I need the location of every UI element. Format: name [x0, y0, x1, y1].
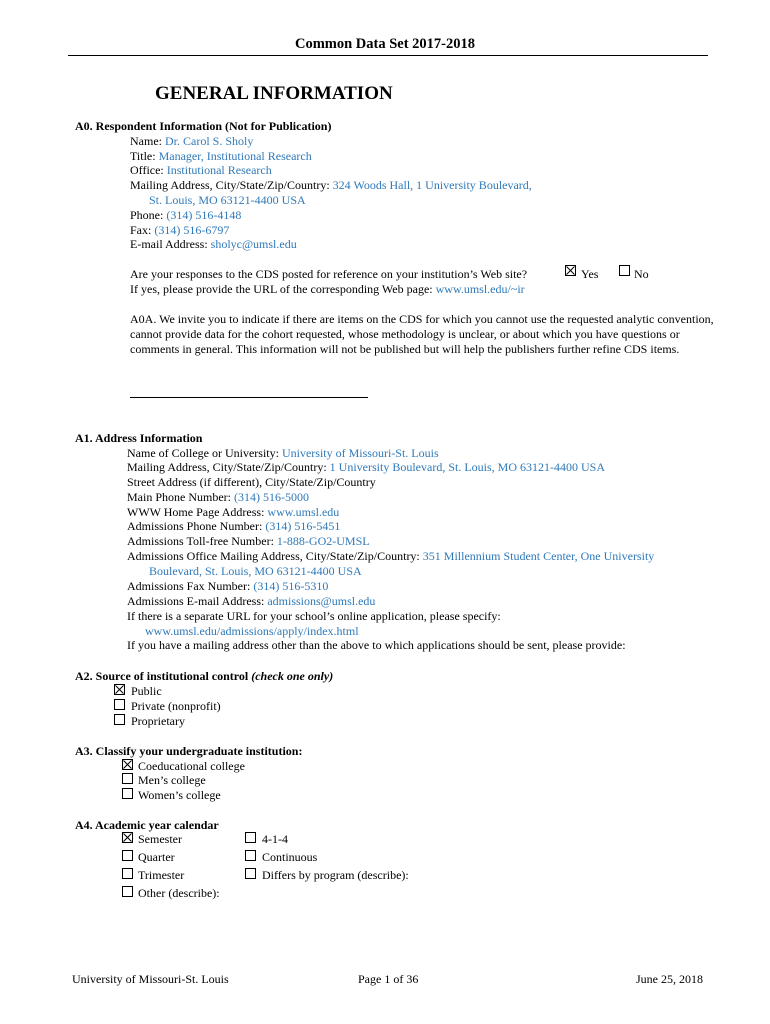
a2-heading-note: (check one only) [251, 669, 334, 683]
a0-mail-label: Mailing Address, City/State/Zip/Country: [130, 178, 330, 192]
a0-title-value: Manager, Institutional Research [158, 149, 312, 163]
footer-institution: University of Missouri-St. Louis [72, 972, 229, 986]
a3-heading: A3. Classify your undergraduate institution: [75, 744, 303, 758]
a0-title-label: Title: [130, 149, 156, 163]
checkbox-x-mark-icon [123, 760, 132, 769]
a0-fax-row [130, 223, 229, 238]
a1-adm-email-value: admissions@umsl.edu [267, 594, 376, 608]
a3-mens-label: Men’s college [138, 773, 206, 787]
a1-tollfree-row [127, 534, 370, 549]
a4-other-checkbox[interactable] [122, 886, 133, 897]
a1-phone-label: Main Phone Number: [127, 490, 231, 504]
a1-college-label: Name of College or University: [127, 446, 279, 460]
a1-other-mail-label: If you have a mailing address other than the above to which applications should be sent, please provide: [127, 638, 626, 652]
a3-coed-label: Coeducational college [138, 759, 245, 773]
a4-trimester-label: Trimester [138, 868, 185, 882]
a1-adm-mail-value-2: Boulevard, St. Louis, MO 63121-4400 USA [149, 564, 362, 578]
a2-private-checkbox[interactable] [114, 699, 125, 710]
a1-adm-email-row [127, 594, 375, 609]
a4-differs-checkbox[interactable] [245, 868, 256, 879]
a0-name-label: Name: [130, 134, 162, 148]
a1-adm-phone-label: Admissions Phone Number: [127, 519, 263, 533]
a1-phone-value: (314) 516-5000 [234, 490, 309, 504]
a0-name-value: Dr. Carol S. Sholy [165, 134, 254, 148]
a4-continuous-label: Continuous [262, 850, 318, 864]
a1-mail-row [127, 460, 605, 475]
a1-college-row [127, 446, 439, 461]
checkbox-x-mark-icon [566, 266, 575, 275]
a4-differs-label: Differs by program (describe): [262, 868, 409, 882]
a1-street-label: Street Address (if different), City/State/Zip/Country [127, 475, 376, 489]
a2-heading: A2. Source of institutional control [75, 669, 249, 683]
a2-public-checkbox[interactable] [114, 684, 125, 695]
a0-no-checkbox[interactable] [619, 265, 630, 276]
a4-semester-label: Semester [138, 832, 182, 846]
a2-private-label: Private (nonprofit) [131, 699, 221, 713]
a0-email-row [130, 237, 297, 252]
a0-phone-row [130, 208, 241, 223]
a4-414-checkbox[interactable] [245, 832, 256, 843]
a0-yes-checkbox[interactable] [565, 265, 576, 276]
a1-tollfree-value: 1-888-GO2-UMSL [276, 534, 370, 548]
a2-proprietary-label: Proprietary [131, 714, 185, 728]
a4-heading: A4. Academic year calendar [75, 818, 219, 832]
a0-website-question: Are your responses to the CDS posted for reference on your institution’s Web site? [130, 267, 528, 281]
a0a-answer-line[interactable] [130, 397, 368, 398]
a0a-paragraph: A0A. We invite you to indicate if there are items on the CDS for which you cannot use the requested analytic convention, cannot provide data for the cohort requested, whose methodology is unclear, or about which you have questions or comments in general. This information will not be published but will help the publishers further refine CDS items. [130, 312, 714, 356]
a0-fax-label: Fax: [130, 223, 152, 237]
a4-continuous-checkbox[interactable] [245, 850, 256, 861]
a0-email-label: E-mail Address: [130, 237, 208, 251]
a0-email-value: sholyc@umsl.edu [210, 237, 297, 251]
a1-online-value: www.umsl.edu/admissions/apply/index.html [145, 624, 359, 638]
a1-adm-mail-label: Admissions Office Mailing Address, City/State/Zip/Country: [127, 549, 420, 563]
a2-public-label: Public [131, 684, 162, 698]
a4-semester-checkbox[interactable] [122, 832, 133, 843]
a4-414-label: 4-1-4 [262, 832, 288, 846]
a0-name-row [130, 134, 253, 149]
a1-adm-fax-label: Admissions Fax Number: [127, 579, 251, 593]
a0-fax-value: (314) 516-6797 [154, 223, 230, 237]
a1-college-value: University of Missouri-St. Louis [281, 446, 439, 460]
a4-other-label: Other (describe): [138, 886, 220, 900]
a2-heading-row [75, 669, 333, 684]
a0-url-value: www.umsl.edu/~ir [435, 282, 525, 296]
a3-womens-checkbox[interactable] [122, 788, 133, 799]
checkbox-x-mark-icon [123, 833, 132, 842]
document-header-title: Common Data Set 2017-2018 [294, 36, 476, 52]
footer-date: June 25, 2018 [636, 972, 703, 986]
a0-no-label: No [634, 267, 649, 281]
a1-adm-email-label: Admissions E-mail Address: [127, 594, 265, 608]
a0-office-row [130, 163, 272, 178]
a1-adm-phone-value: (314) 516-5451 [265, 519, 341, 533]
a4-trimester-checkbox[interactable] [122, 868, 133, 879]
a1-tollfree-label: Admissions Toll-free Number: [127, 534, 274, 548]
a3-mens-checkbox[interactable] [122, 773, 133, 784]
a0-heading: A0. Respondent Information (Not for Publication) [75, 119, 332, 133]
a0-office-label: Office: [130, 163, 164, 177]
a1-adm-mail-row [127, 549, 654, 564]
a3-coed-checkbox[interactable] [122, 759, 133, 770]
a1-www-label: WWW Home Page Address: [127, 505, 265, 519]
a0-yes-label: Yes [581, 267, 599, 281]
a0-mail-value-1: 324 Woods Hall, 1 University Boulevard, [332, 178, 532, 192]
a1-adm-phone-row [127, 519, 340, 534]
a0-title-row [130, 149, 312, 164]
a3-womens-label: Women’s college [138, 788, 221, 802]
a1-heading: A1. Address Information [75, 431, 203, 445]
section-title: GENERAL INFORMATION [155, 83, 393, 104]
footer-page-number: Page 1 of 36 [358, 972, 419, 986]
checkbox-x-mark-icon [115, 685, 124, 694]
a0-phone-label: Phone: [130, 208, 164, 222]
a0-mail-row [130, 178, 532, 193]
a1-online-label: If there is a separate URL for your school’s online application, please specify: [127, 609, 501, 623]
a1-adm-fax-row [127, 579, 328, 594]
a1-adm-mail-value-1: 351 Millennium Student Center, One University [422, 549, 655, 563]
a1-mail-value: 1 University Boulevard, St. Louis, MO 63121-4400 USA [329, 460, 605, 474]
a4-quarter-label: Quarter [138, 850, 175, 864]
a1-mail-label: Mailing Address, City/State/Zip/Country: [127, 460, 327, 474]
a1-adm-fax-value: (314) 516-5310 [253, 579, 329, 593]
a0-url-label: If yes, please provide the URL of the corresponding Web page: [130, 282, 433, 296]
a0-mail-value-2: St. Louis, MO 63121-4400 USA [149, 193, 306, 207]
a1-www-value: www.umsl.edu [267, 505, 340, 519]
a0-url-row [130, 282, 525, 297]
a1-phone-row [127, 490, 309, 505]
a2-proprietary-checkbox[interactable] [114, 714, 125, 725]
header-divider [68, 55, 708, 56]
a4-quarter-checkbox[interactable] [122, 850, 133, 861]
a0-phone-value: (314) 516-4148 [166, 208, 242, 222]
a0-office-value: Institutional Research [166, 163, 272, 177]
a1-www-row [127, 505, 339, 520]
